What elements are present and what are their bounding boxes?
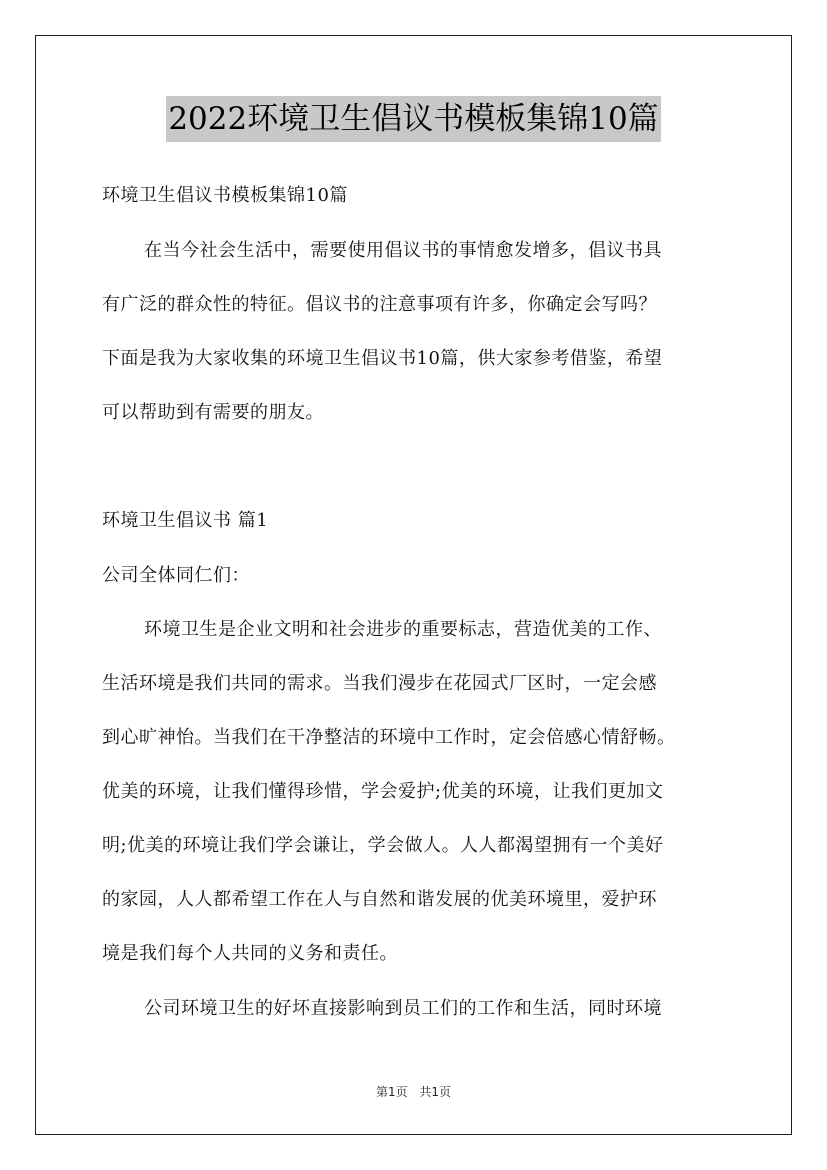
document-body bbox=[102, 0, 742, 1170]
paragraph-line: 境是我们每个人共同的义务和责任。 bbox=[102, 943, 398, 964]
paragraph-line: 生活环境是我们共同的需求。当我们漫步在花园式厂区时，一定会感 bbox=[102, 673, 657, 694]
section-heading: 环境卫生倡议书 篇1 bbox=[102, 510, 269, 531]
intro-line: 可以帮助到有需要的朋友。 bbox=[102, 402, 324, 423]
paragraph-line: 环境卫生是企业文明和社会进步的重要标志，营造优美的工作、 bbox=[144, 619, 662, 640]
document-title: 2022环境卫生倡议书模板集锦10篇 bbox=[166, 96, 660, 142]
intro-line: 在当今社会生活中，需要使用倡议书的事情愈发增多，倡议书具 bbox=[144, 240, 662, 261]
paragraph-line: 优美的环境，让我们懂得珍惜，学会爱护;优美的环境，让我们更加文 bbox=[102, 781, 664, 802]
paragraph-line: 明;优美的环境让我们学会谦让，学会做人。人人都渴望拥有一个美好 bbox=[102, 835, 664, 856]
salutation: 公司全体同仁们： bbox=[102, 565, 250, 586]
paragraph-line: 的家园，人人都希望工作在人与自然和谐发展的优美环境里，爱护环 bbox=[102, 889, 657, 910]
page-number: 第1页 bbox=[375, 1085, 408, 1099]
subtitle: 环境卫生倡议书模板集锦10篇 bbox=[102, 185, 348, 206]
total-pages: 共1页 bbox=[419, 1085, 452, 1099]
paragraph-line: 到心旷神怡。当我们在干净整洁的环境中工作时，定会倍感心情舒畅。 bbox=[102, 727, 676, 748]
intro-line: 下面是我为大家收集的环境卫生倡议书10篇，供大家参考借鉴，希望 bbox=[102, 348, 663, 369]
paragraph-line: 公司环境卫生的好坏直接影响到员工们的工作和生活，同时环境 bbox=[144, 998, 662, 1019]
page-footer bbox=[0, 1083, 827, 1100]
intro-line: 有广泛的群众性的特征。倡议书的注意事项有许多，你确定会写吗？ bbox=[102, 294, 657, 315]
